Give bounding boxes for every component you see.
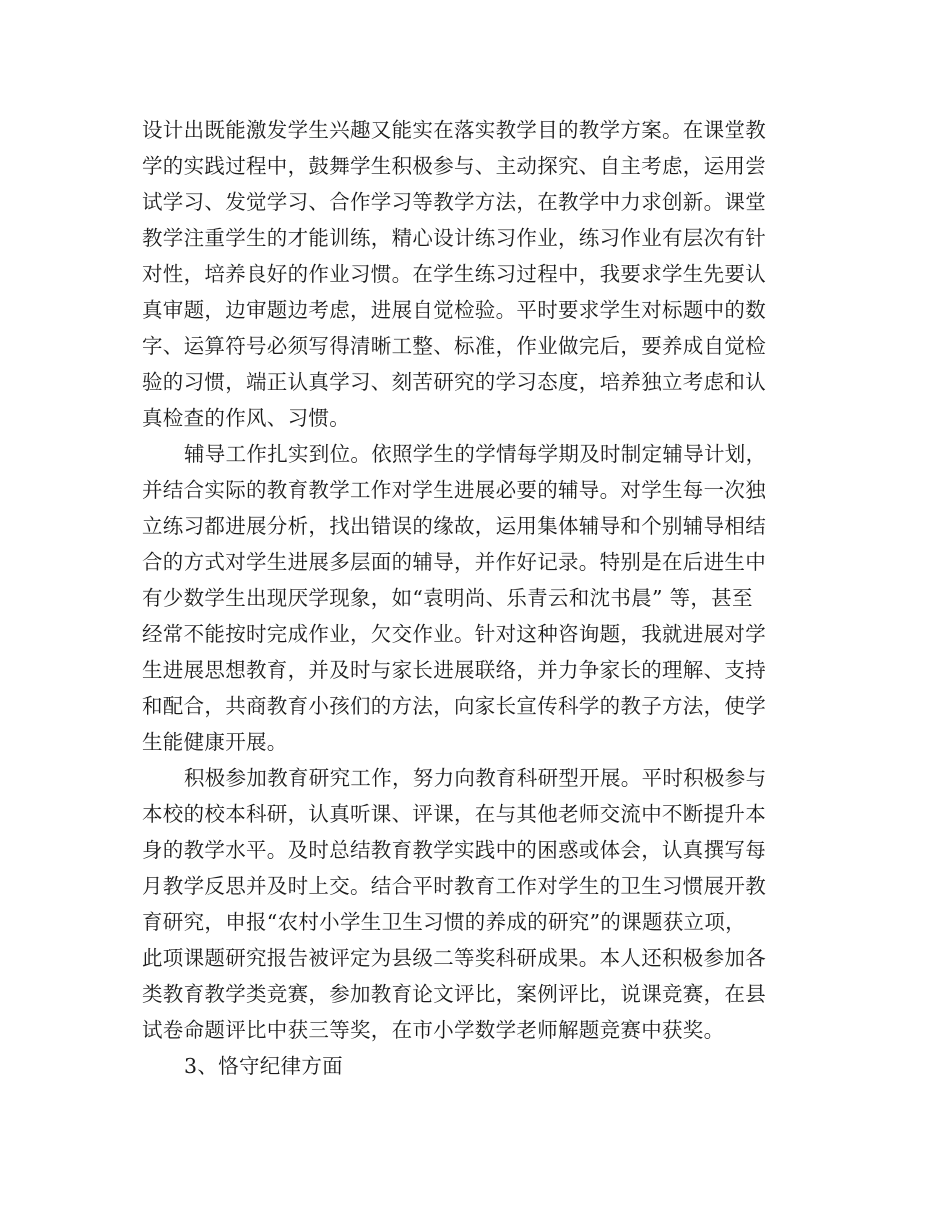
paragraph-start-line: 辅导工作扎实到位。依照学生的学情每学期及时制定辅导计划， [184, 442, 767, 466]
text-line: 学的实践过程中，鼓舞学生积极参与、主动探究、自主考虑，运用尝 [142, 154, 766, 178]
text-line: 月教学反思并及时上交。结合平时教育工作对学生的卫生习惯展开教 [142, 874, 766, 898]
text-line: 身的教学水平。及时总结教育教学实践中的困惑或体会，认真撰写每 [142, 838, 766, 862]
text-line: 合的方式对学生进展多层面的辅导，并作好记录。特别是在后进生中 [142, 550, 766, 574]
text-line: 类教育教学类竞赛，参加教育论文评比，案例评比，说课竞赛，在县 [142, 982, 766, 1006]
text-line: 育研究，申报“农村小学生卫生习惯的养成的研究”的课题获立项， [142, 910, 746, 934]
text-line: 本校的校本科研，认真听课、评课，在与其他老师交流中不断提升本 [142, 802, 766, 826]
text-line: 此项课题研究报告被评定为县级二等奖科研成果。本人还积极参加各 [142, 946, 766, 970]
text-line: 立练习都进展分析，找出错误的缘故，运用集体辅导和个别辅导相结 [142, 514, 766, 538]
text-line: 验的习惯，端正认真学习、刻苦研究的学习态度，培养独立考虑和认 [142, 370, 766, 394]
text-line: 真审题，边审题边考虑，进展自觉检验。平时要求学生对标题中的数 [142, 298, 766, 322]
paragraph-start-line: 积极参加教育研究工作，努力向教育科研型开展。平时积极参与 [184, 766, 767, 790]
text-line: 对性，培养良好的作业习惯。在学生练习过程中，我要求学生先要认 [142, 262, 766, 286]
text-line: 设计出既能激发学生兴趣又能实在落实教学目的教学方案。在课堂教 [142, 118, 766, 142]
text-line: 有少数学生出现厌学现象，如“袁明尚、乐青云和沈书晨” 等，甚至 [142, 586, 753, 610]
text-line: 试卷命题评比中获三等奖，在市小学数学老师解题竞赛中获奖。 [142, 1018, 725, 1042]
text-line: 经常不能按时完成作业，欠交作业。针对这种咨询题，我就进展对学 [142, 622, 766, 646]
text-line: 生进展思想教育，并及时与家长进展联络，并力争家长的理解、支持 [142, 658, 766, 682]
text-line: 教学注重学生的才能训练，精心设计练习作业，练习作业有层次有针 [142, 226, 766, 250]
text-line: 真检查的作风、习惯。 [142, 406, 350, 430]
text-line: 字、运算符号必须写得清晰工整、标准，作业做完后，要养成自觉检 [142, 334, 766, 358]
text-line: 并结合实际的教育教学工作对学生进展必要的辅导。对学生每一次独 [142, 478, 766, 502]
section-heading: 3、恪守纪律方面 [184, 1054, 343, 1078]
text-line: 试学习、发觉学习、合作学习等教学方法，在教学中力求创新。课堂 [142, 190, 766, 214]
text-line: 生能健康开展。 [142, 730, 288, 754]
text-line: 和配合，共商教育小孩们的方法，向家长宣传科学的教子方法，使学 [142, 694, 766, 718]
document-page [142, 112, 814, 1084]
